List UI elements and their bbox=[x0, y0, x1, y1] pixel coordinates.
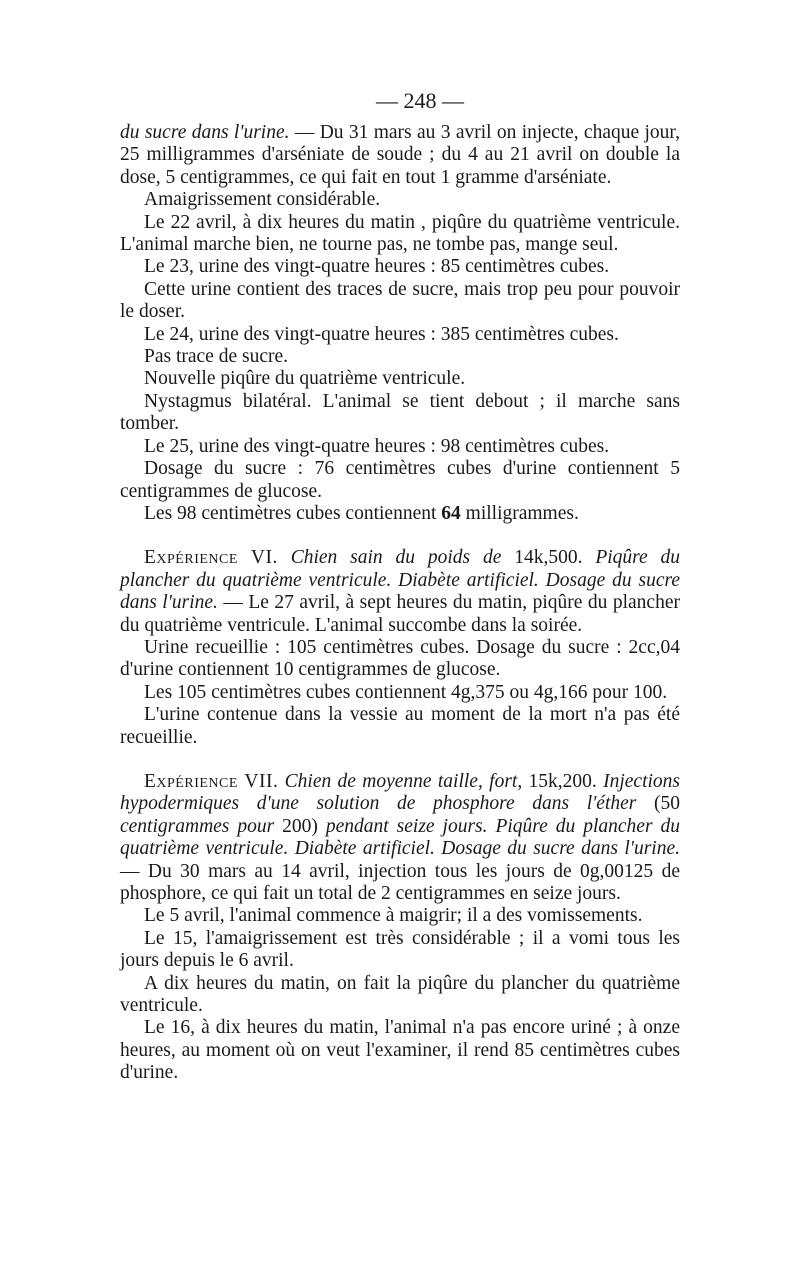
text-run: — Du 30 mars au 14 avril, injection tous les jours de 0g,00125 de phosphore, ce qui fait un total de 2 centigrammes en seize jours. bbox=[120, 860, 680, 904]
text-run: Cette urine contient des traces de sucre, mais trop peu pour pouvoir le doser. bbox=[120, 278, 680, 323]
paragraph bbox=[120, 346, 680, 368]
paragraph bbox=[120, 771, 680, 905]
text-run: Nouvelle piqûre du quatrième ventricule. bbox=[144, 368, 466, 390]
paragraph bbox=[120, 637, 680, 682]
text-run: — Du 31 mars au 3 avril on injecte, chaque jour, 25 milligrammes d'arséniate de soude ; du 4 au 21 avril on double la dose, 5 centigrammes, ce qui fait en tout 1 gramme d'arséniate. bbox=[120, 122, 680, 188]
text-run: (50 bbox=[636, 793, 680, 815]
paragraph bbox=[120, 324, 680, 346]
paragraph bbox=[120, 189, 680, 211]
text-run: L'urine contenue dans la vessie au moment de la mort n'a pas été recueillie. bbox=[120, 704, 680, 748]
paragraph bbox=[120, 122, 680, 189]
text-run: 200) bbox=[274, 815, 326, 837]
text-run: Le 16, à dix heures du matin, l'animal n'a pas encore uriné ; à onze heures, au moment où on veut l'examiner, il rend 85 centimètres cubes d'urine. bbox=[120, 1017, 680, 1084]
text-run: Les 105 centimètres cubes contiennent 4g,375 ou 4g,166 pour 100. bbox=[144, 681, 668, 703]
text-run: Chien de moyenne taille, fort, bbox=[284, 770, 523, 792]
text-run: — Le 27 avril, à sept heures du matin, piqûre du plancher du quatrième ventricule. L'animal succombe dans la soirée. bbox=[120, 592, 680, 636]
paragraph bbox=[120, 391, 680, 436]
paragraph bbox=[120, 436, 680, 458]
text-run: Pas trace de sucre. bbox=[144, 346, 289, 368]
paragraph bbox=[120, 928, 680, 973]
text-run: Amaigrissement considérable. bbox=[144, 189, 381, 211]
page-body bbox=[120, 122, 680, 1085]
paragraph bbox=[120, 905, 680, 927]
text-run: Le 5 avril, l'animal commence à maigrir; il a des vomissements. bbox=[144, 905, 643, 927]
paragraph bbox=[120, 973, 680, 1018]
text-run: du sucre dans l'urine. bbox=[120, 122, 290, 143]
paragraph bbox=[120, 704, 680, 749]
text-run: Le 23, urine des vingt-quatre heures : 85 centimètres cubes. bbox=[144, 256, 610, 278]
text-run: Le 25, urine des vingt-quatre heures : 98 centimètres cubes. bbox=[144, 435, 610, 457]
paragraph bbox=[120, 503, 680, 525]
text-run: Les 98 centimètres cubes contiennent bbox=[144, 502, 442, 524]
text-run: Le 15, l'amaigrissement est très considérable ; il a vomi tous les jours depuis le 6 avril. bbox=[120, 927, 680, 972]
text-run: Piqûre du plancher du quatrième ventricule. Diabète artificiel. Dosage du sucre dans l'urine. bbox=[120, 547, 681, 614]
experiment-heading: Expérience VI. bbox=[144, 547, 278, 569]
text-run: milligrammes. bbox=[460, 502, 579, 524]
book-page bbox=[120, 88, 680, 1085]
text-run: centigrammes pour bbox=[120, 815, 275, 837]
text-run: 64 bbox=[441, 502, 461, 524]
text-run: Chien sain du poids de bbox=[290, 547, 502, 569]
paragraph bbox=[120, 1017, 680, 1084]
paragraph bbox=[120, 279, 680, 324]
text-run bbox=[278, 547, 291, 568]
text-run: Urine recueillie : 105 centimètres cubes. Dosage du sucre : 2cc,04 d'urine contiennent 10 centigrammes de glucose. bbox=[120, 636, 680, 681]
paragraph bbox=[120, 256, 680, 278]
paragraph bbox=[120, 212, 680, 257]
experiment-heading: Expérience VII. bbox=[144, 770, 279, 792]
text-run: Nystagmus bilatéral. L'animal se tient debout ; il marche sans tomber. bbox=[120, 390, 680, 435]
paragraph bbox=[120, 547, 680, 637]
text-run: A dix heures du matin, on fait la piqûre du plancher du quatrième ventricule. bbox=[120, 972, 680, 1017]
text-run: Dosage du sucre : 76 centimètres cubes d'urine contiennent 5 centigrammes de glucose. bbox=[120, 458, 680, 502]
paragraph bbox=[120, 682, 680, 704]
paragraph bbox=[120, 368, 680, 390]
page-number: — 248 — bbox=[376, 88, 464, 113]
text-run: Le 24, urine des vingt-quatre heures : 385 centimètres cubes. bbox=[144, 323, 619, 345]
text-run: Le 22 avril, à dix heures du matin , piqûre du quatrième ventricule. L'animal marche bien, ne tourne pas, ne tombe pas, mange seul. bbox=[120, 211, 680, 256]
text-run: Injections hypodermiques d'une solution de phosphore dans l'éther bbox=[120, 770, 681, 815]
paragraph bbox=[120, 458, 680, 503]
text-run: pendant seize jours. Piqûre du plancher du quatrième ventricule. Diabète artificiel. Dosage du sucre dans l'urine. bbox=[120, 815, 680, 860]
text-run: 14k,500. bbox=[501, 547, 596, 569]
text-run: 15k,200. bbox=[522, 770, 604, 792]
